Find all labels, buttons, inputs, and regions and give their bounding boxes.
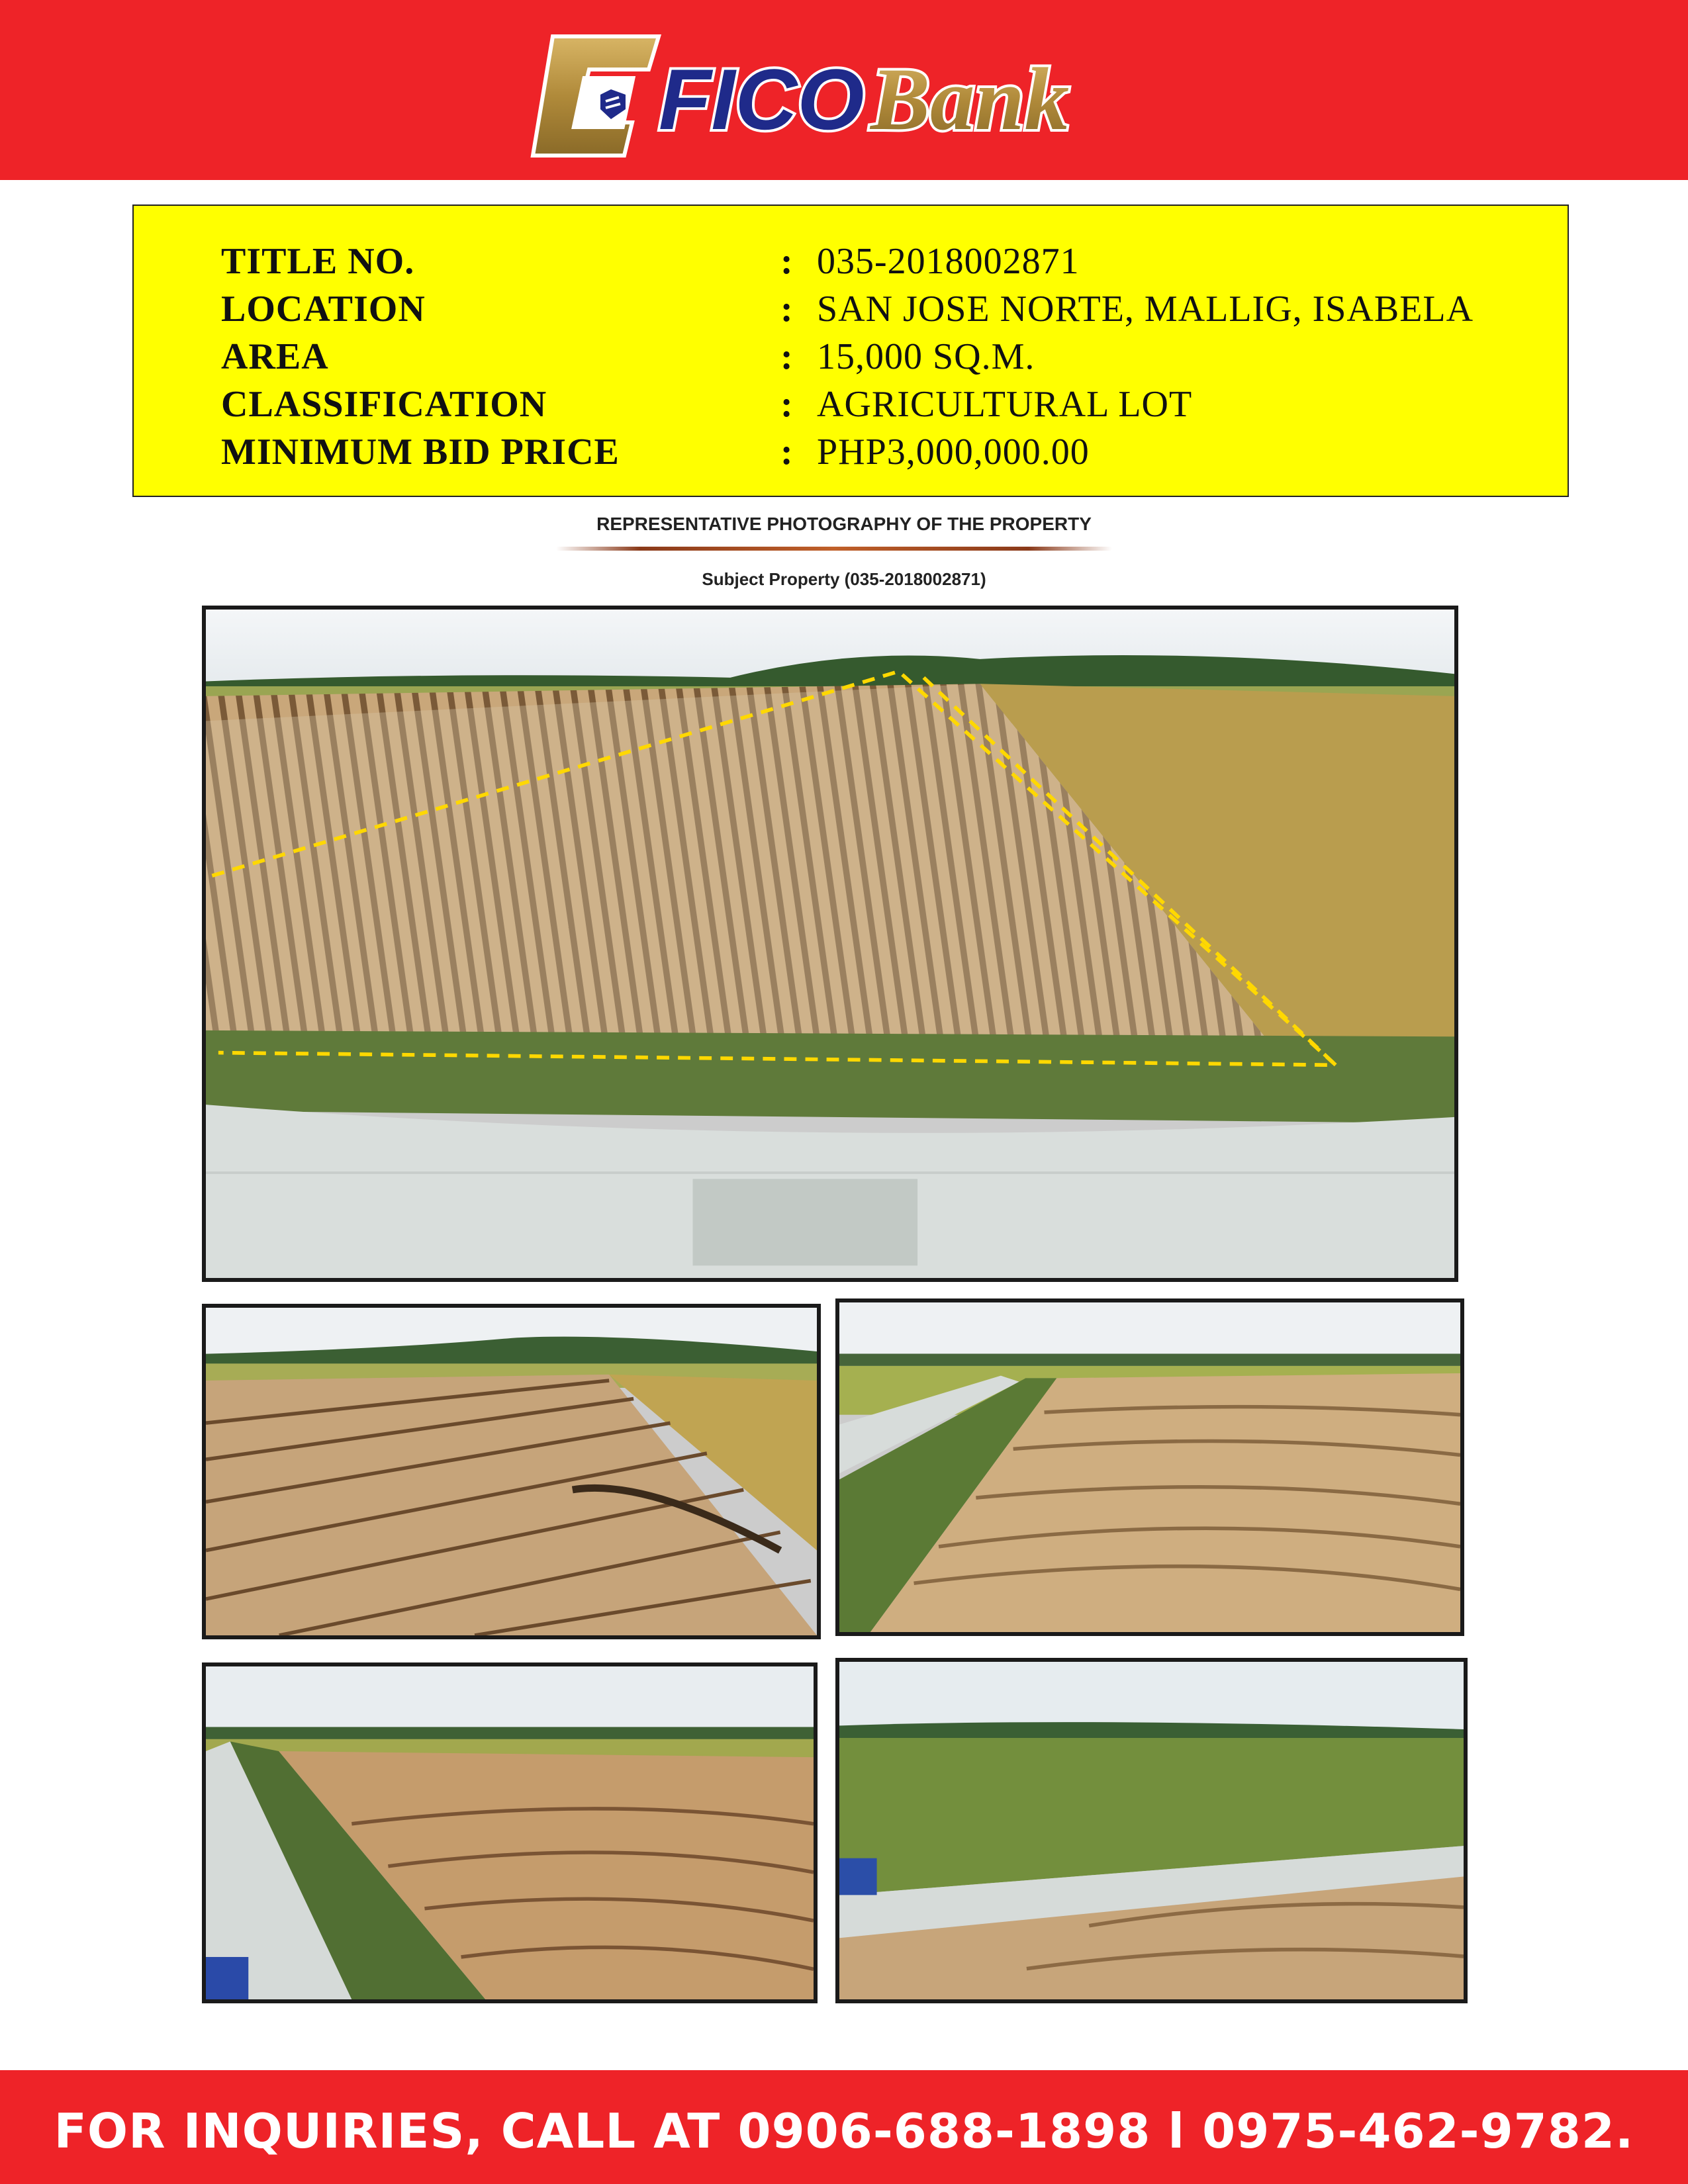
- classification-label: CLASSIFICATION: [221, 384, 547, 425]
- area-value: 15,000 SQ.M.: [817, 336, 1035, 377]
- header-banner: [0, 0, 1688, 180]
- property-photo-2: [202, 1304, 821, 1639]
- info-row-location: [221, 285, 1545, 333]
- info-row-classification: [221, 381, 1545, 428]
- separator: :: [780, 289, 793, 330]
- brand-name-fico: FICO: [659, 51, 865, 148]
- brand-name-bank: Bank: [870, 50, 1070, 149]
- title-label: TITLE NO.: [221, 241, 415, 282]
- property-photo-3: [835, 1298, 1464, 1636]
- classification-value: AGRICULTURAL LOT: [817, 384, 1193, 425]
- caption-divider: [556, 547, 1112, 551]
- subject-caption: Subject Property (035-2018002871): [702, 569, 986, 589]
- separator: :: [780, 432, 793, 473]
- location-label: LOCATION: [221, 289, 426, 330]
- separator: :: [780, 241, 793, 282]
- inquiries-text: FOR INQUIRIES, CALL AT 0906-688-1898 l 0975-462-9782.: [54, 2103, 1634, 2159]
- property-info-box: [132, 205, 1569, 497]
- info-row-area: [221, 333, 1545, 381]
- ficobank-logo: [526, 30, 1162, 162]
- area-label: AREA: [221, 336, 329, 377]
- min-bid-label: MINIMUM BID PRICE: [221, 432, 620, 473]
- property-photo-4: [202, 1662, 818, 2003]
- main-property-photo: [202, 606, 1458, 1282]
- separator: :: [780, 336, 793, 377]
- title-value: 035-2018002871: [817, 241, 1080, 282]
- footer-banner: [0, 2070, 1688, 2184]
- location-value: SAN JOSE NORTE, MALLIG, ISABELA: [817, 289, 1474, 330]
- info-row-title: [221, 238, 1545, 285]
- min-bid-value: PHP3,000,000.00: [817, 432, 1090, 473]
- separator: :: [780, 384, 793, 425]
- info-row-min-bid: [221, 428, 1545, 476]
- property-photo-5: [835, 1658, 1468, 2003]
- representative-caption: REPRESENTATIVE PHOTOGRAPHY OF THE PROPERTY: [596, 514, 1092, 534]
